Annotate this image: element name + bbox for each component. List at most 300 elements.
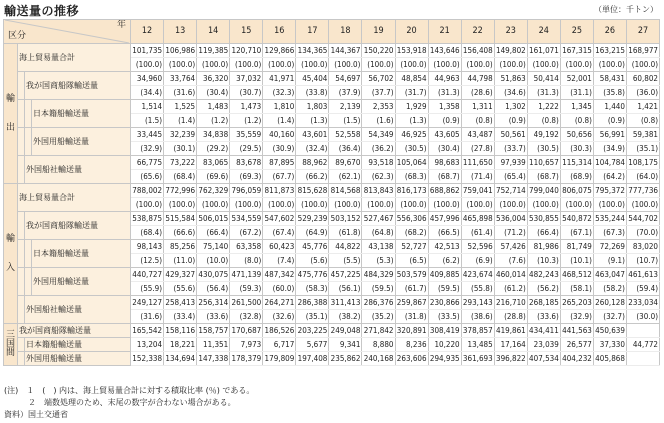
ratio-cell: (33.6) [197,310,230,324]
indent-cell [18,72,25,100]
value-cell: 1,929 [395,100,428,114]
ratio-cell: (71.4) [461,170,494,184]
value-cell: 7,973 [230,338,263,352]
value-cell: 535,244 [593,212,626,226]
value-cell: 50,561 [494,128,527,142]
header-row [4,20,660,44]
value-cell: 450,639 [593,324,626,338]
value-cell: 46,925 [395,128,428,142]
value-cell: 286,376 [362,296,395,310]
value-cell: 156,408 [461,44,494,58]
value-cell: 119,385 [197,44,230,58]
value-cell: 40,160 [263,128,296,142]
ratio-cell: (33.6) [527,310,560,324]
ratio-cell: (6.2) [428,254,461,268]
value-cell: 152,338 [131,352,164,366]
value-cell: 506,015 [197,212,230,226]
ratio-cell: (61.4) [461,226,494,240]
value-cell: 17,164 [494,338,527,352]
row-label: 外国船社輸送量 [25,296,131,324]
ratio-cell: (33.7) [494,142,527,156]
value-cell: 32,239 [164,128,197,142]
value-cell: 34,960 [131,72,164,86]
value-cell: 18,221 [164,338,197,352]
value-cell: 186,526 [263,324,296,338]
value-cell: 249,127 [131,296,164,310]
value-cell: 423,674 [461,268,494,282]
value-cell: 13,485 [461,338,494,352]
row-label: 外国用船輸送量 [32,128,131,156]
ratio-cell: (0.9) [494,114,527,128]
value-cell: 404,232 [560,352,593,366]
ratio-cell: (100.0) [329,58,362,72]
ratio-cell: (100.0) [329,198,362,212]
value-cell: 1,514 [131,100,164,114]
value-cell: 179,809 [263,352,296,366]
value-cell: 104,784 [593,156,626,170]
ratio-cell: (100.0) [428,58,461,72]
value-cell: 108,175 [626,156,659,170]
ratio-cell: (61.8) [329,226,362,240]
row-label: 日本籍船輸送量 [32,100,131,128]
ratio-cell: (5.6) [296,254,329,268]
value-cell: 503,152 [329,212,362,226]
value-cell: 530,855 [527,212,560,226]
ratio-cell: (1.4) [263,114,296,128]
ratio-cell: (10.0) [197,254,230,268]
value-cell: 407,534 [527,352,560,366]
value-cell: 33,764 [164,72,197,86]
value-cell: 197,408 [296,352,329,366]
value-cell: 795,372 [593,184,626,198]
ratio-cell: (66.2) [296,170,329,184]
ratio-cell: (70.0) [626,226,659,240]
value-cell: 265,203 [560,296,593,310]
value-cell: 556,306 [395,212,428,226]
value-cell: 88,962 [296,156,329,170]
value-cell: 538,875 [131,212,164,226]
notes [4,385,254,421]
value-cell: 153,918 [395,44,428,58]
value-cell: 144,367 [329,44,362,58]
ratio-cell: (58.2) [593,282,626,296]
ratio-cell: (100.0) [197,198,230,212]
value-cell: 105,064 [395,156,428,170]
value-cell: 260,128 [593,296,626,310]
value-cell: 293,143 [461,296,494,310]
ratio-cell: (38.6) [461,310,494,324]
ratio-cell: (28.6) [461,86,494,100]
value-cell: 33,445 [131,128,164,142]
value-cell: 216,710 [494,296,527,310]
unit-label: （単位：千トン） [594,5,658,14]
value-cell: 43,605 [428,128,461,142]
ratio-cell: (67.3) [593,226,626,240]
ratio-cell: (5.3) [362,254,395,268]
row-label: 日本籍船輸送量 [25,338,131,352]
value-cell: 752,714 [494,184,527,198]
ratio-cell: (31.3) [428,86,461,100]
source-note: 資料）国土交通省 [4,410,68,419]
value-cell: 72,269 [593,240,626,254]
ratio-cell: (68.2) [395,226,428,240]
ratio-cell: (1.5) [131,114,164,128]
ratio-cell: (58.1) [560,282,593,296]
value-cell: 233,034 [626,296,659,310]
indent-cell [18,240,25,268]
ratio-cell: (60.0) [263,282,296,296]
value-cell: 230,866 [428,296,461,310]
ratio-cell: (100.0) [560,198,593,212]
ratio-cell: (100.0) [230,58,263,72]
indent-cell [18,100,25,128]
ratio-cell: (30.0) [626,310,659,324]
ratio-cell: (37.7) [362,86,395,100]
ratio-cell: (68.3) [395,170,428,184]
ratio-cell: (68.4) [131,226,164,240]
year-header: 21 [428,20,461,44]
value-cell: 44,798 [461,72,494,86]
value-cell: 1,473 [230,100,263,114]
value-cell: 115,314 [560,156,593,170]
value-cell: 51,863 [494,72,527,86]
table-row [4,156,660,170]
ratio-cell: (36.2) [362,142,395,156]
import-group-label [4,184,18,324]
ratio-cell: (100.0) [230,198,263,212]
ratio-cell: (33.5) [428,310,461,324]
ratio-cell: (100.0) [494,198,527,212]
ratio-cell: (0.9) [428,114,461,128]
ratio-cell: (100.0) [296,58,329,72]
ratio-cell: (68.7) [527,170,560,184]
year-header: 25 [560,20,593,44]
value-cell: 111,650 [461,156,494,170]
value-cell: 429,327 [164,268,197,282]
value-cell: 120,710 [230,44,263,58]
ratio-cell: (100.0) [296,198,329,212]
year-header: 19 [362,20,395,44]
ratio-cell: (56.1) [329,282,362,296]
indent-cell [18,352,25,366]
value-cell: 487,342 [263,268,296,282]
ratio-cell: (31.7) [395,86,428,100]
value-cell: 48,854 [395,72,428,86]
value-cell: 1,358 [428,100,461,114]
ratio-cell: (27.8) [461,142,494,156]
value-cell: 1,810 [263,100,296,114]
ratio-cell: (59.5) [362,282,395,296]
ratio-cell: (10.7) [626,254,659,268]
value-cell: 83,065 [197,156,230,170]
ratio-cell: (100.0) [395,58,428,72]
value-cell [626,324,659,338]
note-2: ２ 端数処理のため、末尾の数字が合わない場合がある。 [4,398,236,407]
value-cell: 52,596 [461,240,494,254]
value-cell: 73,222 [164,156,197,170]
ratio-cell: (30.5) [527,142,560,156]
ratio-cell: (36.0) [626,86,659,100]
value-cell: 58,431 [593,72,626,86]
ratio-cell: (7.6) [494,254,527,268]
year-header: 15 [230,20,263,44]
indent-cell [25,100,32,128]
ratio-cell: (100.0) [263,58,296,72]
ratio-cell: (37.9) [329,86,362,100]
value-cell: 788,002 [131,184,164,198]
ratio-cell: (100.0) [263,198,296,212]
ratio-cell: (33.8) [296,86,329,100]
ratio-cell: (100.0) [593,198,626,212]
group-label-text: 三国間 [6,330,16,358]
ratio-cell: (100.0) [527,58,560,72]
value-cell: 261,500 [230,296,263,310]
value-cell: 158,116 [164,324,197,338]
value-cell: 134,365 [296,44,329,58]
value-cell: 66,775 [131,156,164,170]
value-cell: 1,483 [197,100,230,114]
row-label: 我が国商船隊輸送量 [25,72,131,100]
ratio-cell: (9.1) [593,254,626,268]
ratio-cell: (67.1) [560,226,593,240]
ratio-cell: (32.8) [230,310,263,324]
value-cell: 60,802 [626,72,659,86]
ratio-cell: (1.3) [395,114,428,128]
value-cell: 143,646 [428,44,461,58]
ratio-cell: (10.1) [560,254,593,268]
value-cell: 134,694 [164,352,197,366]
value-cell: 97,939 [494,156,527,170]
value-cell: 799,040 [527,184,560,198]
value-cell: 430,075 [197,268,230,282]
table-row [4,72,660,86]
value-cell: 1,803 [296,100,329,114]
ratio-cell: (100.0) [461,198,494,212]
ratio-cell: (65.4) [494,170,527,184]
value-cell: 759,041 [461,184,494,198]
ratio-cell: (6.5) [395,254,428,268]
value-cell: 536,004 [494,212,527,226]
ratio-cell: (0.8) [527,114,560,128]
indent-cell [18,296,25,324]
table-row [4,240,660,254]
value-cell: 81,986 [527,240,560,254]
ratio-cell: (30.9) [263,142,296,156]
value-cell: 44,822 [329,240,362,254]
value-cell: 475,776 [296,268,329,282]
ratio-cell: (31.1) [560,86,593,100]
value-cell: 52,001 [560,72,593,86]
value-cell: 11,351 [197,338,230,352]
value-cell: 468,512 [560,268,593,282]
value-cell: 409,885 [428,268,461,282]
ratio-cell: (64.0) [626,170,659,184]
group-label-text: 輸入 [6,233,16,273]
value-cell: 36,320 [197,72,230,86]
value-cell: 1,525 [164,100,197,114]
ratio-cell: (0.8) [461,114,494,128]
ratio-cell: (100.0) [362,58,395,72]
ratio-cell: (100.0) [131,58,164,72]
value-cell: 45,776 [296,240,329,254]
ratio-cell: (67.7) [263,170,296,184]
indent-cell [18,268,25,296]
value-cell: 249,048 [329,324,362,338]
value-cell: 258,413 [164,296,197,310]
value-cell: 158,757 [197,324,230,338]
ratio-cell: (100.0) [197,58,230,72]
value-cell: 13,204 [131,338,164,352]
value-cell: 41,971 [263,72,296,86]
value-cell: 259,867 [395,296,428,310]
value-cell: 457,996 [428,212,461,226]
indent-cell [25,240,32,268]
value-cell: 547,602 [263,212,296,226]
ratio-cell: (31.3) [527,86,560,100]
value-cell: 235,862 [329,352,362,366]
ratio-cell: (100.0) [461,58,494,72]
category-header-label: 区分 [8,31,27,41]
ratio-cell: (55.8) [461,282,494,296]
export-group-label [4,44,18,184]
ratio-cell: (65.6) [131,170,164,184]
ratio-cell: (68.4) [164,170,197,184]
value-cell: 240,168 [362,352,395,366]
value-cell: 816,173 [395,184,428,198]
year-header: 26 [593,20,626,44]
value-cell: 52,558 [329,128,362,142]
value-cell: 815,628 [296,184,329,198]
value-cell: 484,329 [362,268,395,282]
value-cell: 43,601 [296,128,329,142]
ratio-cell: (100.0) [527,198,560,212]
table-row [4,44,660,58]
ratio-cell: (30.7) [230,86,263,100]
year-header: 13 [164,20,197,44]
value-cell: 52,727 [395,240,428,254]
value-cell: 59,381 [626,128,659,142]
ratio-cell: (11.0) [164,254,197,268]
value-cell: 83,020 [626,240,659,254]
value-cell: 75,140 [197,240,230,254]
value-cell: 286,388 [296,296,329,310]
value-cell: 2,353 [362,100,395,114]
value-cell: 8,236 [395,338,428,352]
value-cell: 378,857 [461,324,494,338]
ratio-cell: (100.0) [494,58,527,72]
value-cell: 44,772 [626,338,659,352]
ratio-cell: (61.7) [395,282,428,296]
ratio-cell: (1.2) [230,114,263,128]
year-header: 22 [461,20,494,44]
indent-cell [25,128,32,156]
value-cell: 814,568 [329,184,362,198]
value-cell: 688,862 [428,184,461,198]
value-cell: 63,358 [230,240,263,254]
ratio-cell: (68.9) [560,170,593,184]
ratio-cell: (32.9) [560,310,593,324]
value-cell: 98,683 [428,156,461,170]
ratio-cell: (64.8) [362,226,395,240]
value-cell: 43,487 [461,128,494,142]
value-cell: 85,256 [164,240,197,254]
value-cell: 163,215 [593,44,626,58]
value-cell: 434,411 [527,324,560,338]
ratio-cell: (64.9) [296,226,329,240]
table-row [4,212,660,226]
value-cell: 271,842 [362,324,395,338]
value-cell: 361,693 [461,352,494,366]
note-1: (注) １ ( ) 内は、海上貿易量合計に対する積取比率 (％) である。 [4,386,255,395]
value-cell: 294,935 [428,352,461,366]
value-cell: 167,315 [560,44,593,58]
value-cell: 45,404 [296,72,329,86]
table-row [4,296,660,310]
ratio-cell: (32.3) [263,86,296,100]
ratio-cell: (34.4) [131,86,164,100]
value-cell: 419,861 [494,324,527,338]
value-cell: 1,421 [626,100,659,114]
ratio-cell: (66.4) [527,226,560,240]
value-cell: 54,697 [329,72,362,86]
value-cell: 762,329 [197,184,230,198]
table-row [4,100,660,114]
value-cell: 8,880 [362,338,395,352]
ratio-cell: (100.0) [164,58,197,72]
value-cell: 264,271 [263,296,296,310]
ratio-cell: (67.4) [263,226,296,240]
table-row [4,352,660,366]
table-row [4,184,660,198]
ratio-cell: (100.0) [428,198,461,212]
value-cell: 37,032 [230,72,263,86]
ratio-cell: (69.3) [230,170,263,184]
ratio-cell: (31.8) [395,310,428,324]
value-cell: 170,687 [230,324,263,338]
value-cell: 503,579 [395,268,428,282]
ratio-cell: (10.3) [527,254,560,268]
value-cell: 129,866 [263,44,296,58]
value-cell: 101,735 [131,44,164,58]
value-cell: 256,314 [197,296,230,310]
value-cell: 10,220 [428,338,461,352]
row-label: 海上貿易量合計 [18,184,131,212]
indent-cell [18,156,25,184]
value-cell: 529,239 [296,212,329,226]
value-cell: 26,577 [560,338,593,352]
ratio-cell: (33.4) [164,310,197,324]
value-cell: 44,963 [428,72,461,86]
value-cell: 49,192 [527,128,560,142]
ratio-cell: (100.0) [593,58,626,72]
ratio-cell: (100.0) [626,198,659,212]
value-cell: 34,838 [197,128,230,142]
value-cell: 147,338 [197,352,230,366]
ratio-cell: (61.2) [494,282,527,296]
value-cell: 35,559 [230,128,263,142]
ratio-cell: (59.3) [230,282,263,296]
value-cell: 441,563 [560,324,593,338]
ratio-cell: (62.1) [329,170,362,184]
value-cell: 772,996 [164,184,197,198]
ratio-cell: (55.9) [131,282,164,296]
value-cell: 203,225 [296,324,329,338]
ratio-cell: (35.1) [296,310,329,324]
year-header: 24 [527,20,560,44]
ratio-cell: (100.0) [395,198,428,212]
ratio-cell: (100.0) [626,58,659,72]
ratio-cell: (1.4) [164,114,197,128]
